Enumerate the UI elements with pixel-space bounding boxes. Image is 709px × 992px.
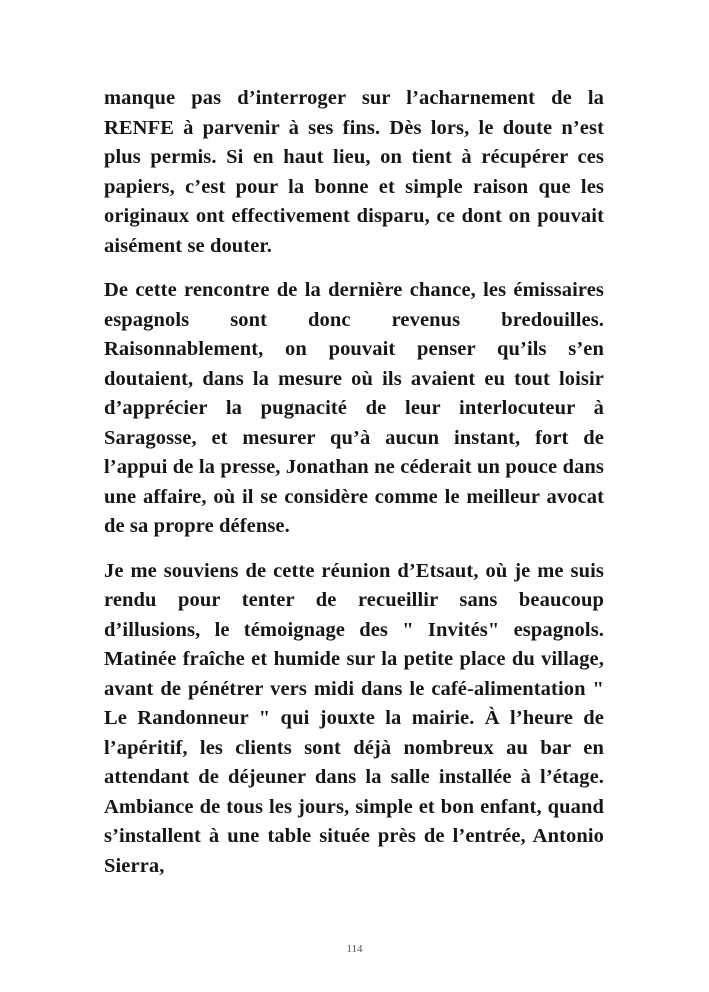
paragraph-2: De cette rencontre de la dernière chance, les émissaires espagnols sont donc revenus bredouilles. Raisonnablement, on pouvait penser qu’ils s’en doutaient, dans la mesure où ils avaient eu tout loisir d’apprécier la pugnacité de leur interlocuteur à Saragosse, et mesurer qu’à aucun instant, fort de l’appui de la presse, Jonathan ne céderait un pouce dans une affaire, où il se considère comme le meilleur avocat de sa propre défense. <box>104 279 604 537</box>
page-number: 114 <box>346 943 363 955</box>
paragraph-3: Je me souviens de cette réunion d’Etsaut, où je me suis rendu pour tenter de recueillir sans beaucoup d’illusions, le témoignage des " Invités" espagnols. Matinée fraîche et humide sur la petite place du village, avant de pénétrer vers midi dans le café-alimentation " Le Randonneur " qui jouxte la mairie. À l’heure de l’apéritif, les clients sont déjà nombreux au bar en attendant de déjeuner dans la salle installée à l’étage. Ambiance de tous les jours, simple et bon enfant, quand s’installent à une table située près de l’entrée, Antonio Sierra, <box>104 559 604 877</box>
paragraph-1: manque pas d’interroger sur l’acharnement de la RENFE à parvenir à ses fins. Dès lors, le doute n’est plus permis. Si en haut lieu, on tient à récupérer ces papiers, c’est pour la bonne et simple raison que les originaux ont effectivement disparu, ce dont on pouvait aisément se douter. <box>104 87 604 257</box>
page-body <box>104 84 604 881</box>
